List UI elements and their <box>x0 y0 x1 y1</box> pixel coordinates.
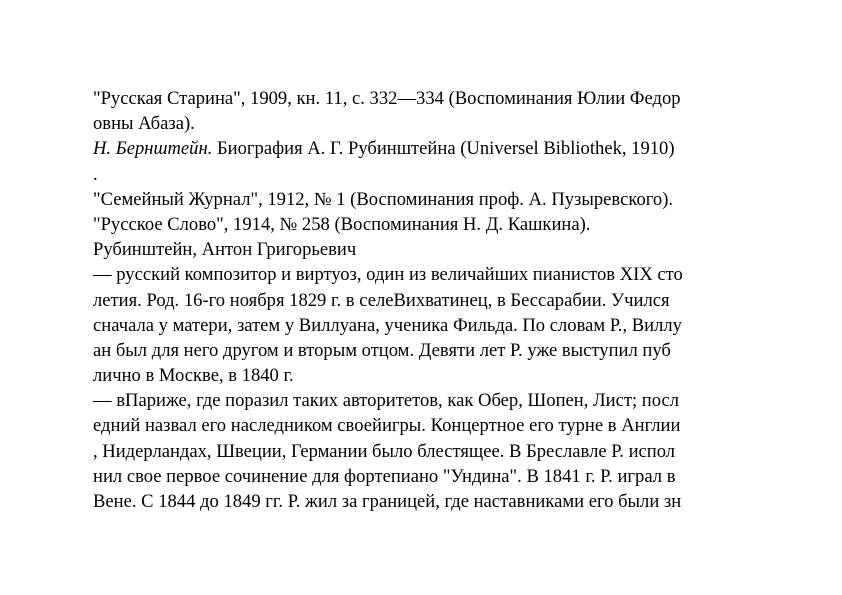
text-line: , Нидерландах, Швеции, Германии было блестящее. В Бреславле Р. испол <box>93 440 676 462</box>
text-line: летия. Род. 16-го ноября 1829 г. в селеВихватинец, в Бессарабии. Учился <box>93 289 670 311</box>
text-line: едний назвал его наследником своейигры. Концертное его турне в Англии <box>93 415 681 437</box>
text-line: "Русская Старина", 1909, кн. 11, с. 332—334 (Воспоминания Юлии Федор <box>93 88 681 109</box>
text-line: "Русское Слово", 1914, № 258 (Воспоминания Н. Д. Кашкина). <box>93 213 591 235</box>
text-line: — вПариже, где поразил таких авторитетов, как Обер, Шопен, Лист; посл <box>93 390 680 412</box>
text-line: ан был для него другом и вторым отцом. Девяти лет Р. уже выступил пуб <box>93 339 671 361</box>
author-name: Н. Бернштейн. <box>93 138 213 160</box>
text-line: нил свое первое сочинение для фортепиано "Ундина". В 1841 г. Р. играл в <box>93 465 676 487</box>
text-line: лично в Москве, в 1840 г. <box>93 365 294 387</box>
document-text <box>93 86 793 514</box>
text-line: Вене. С 1844 до 1849 гг. Р. жил за границей, где наставниками его были зн <box>93 491 682 512</box>
text-line: . <box>93 163 98 185</box>
bibliography-entry: Биография А. Г. Рубинштейна (Universel Bibliothek, 1910) <box>212 138 675 160</box>
text-line-bibliography <box>93 136 793 161</box>
text-line: сначала у матери, затем у Виллуана, ученика Фильда. По словам Р., Виллу <box>93 314 682 336</box>
text-line: "Семейный Журнал", 1912, № 1 (Воспоминания проф. А. Пузыревского). <box>93 188 674 210</box>
text-line: овны Абаза). <box>93 113 195 135</box>
article-title: Рубинштейн, Антон Григорьевич <box>93 239 357 261</box>
text-line: — русский композитор и виртуоз, один из величайших пианистов XIX сто <box>93 264 683 286</box>
